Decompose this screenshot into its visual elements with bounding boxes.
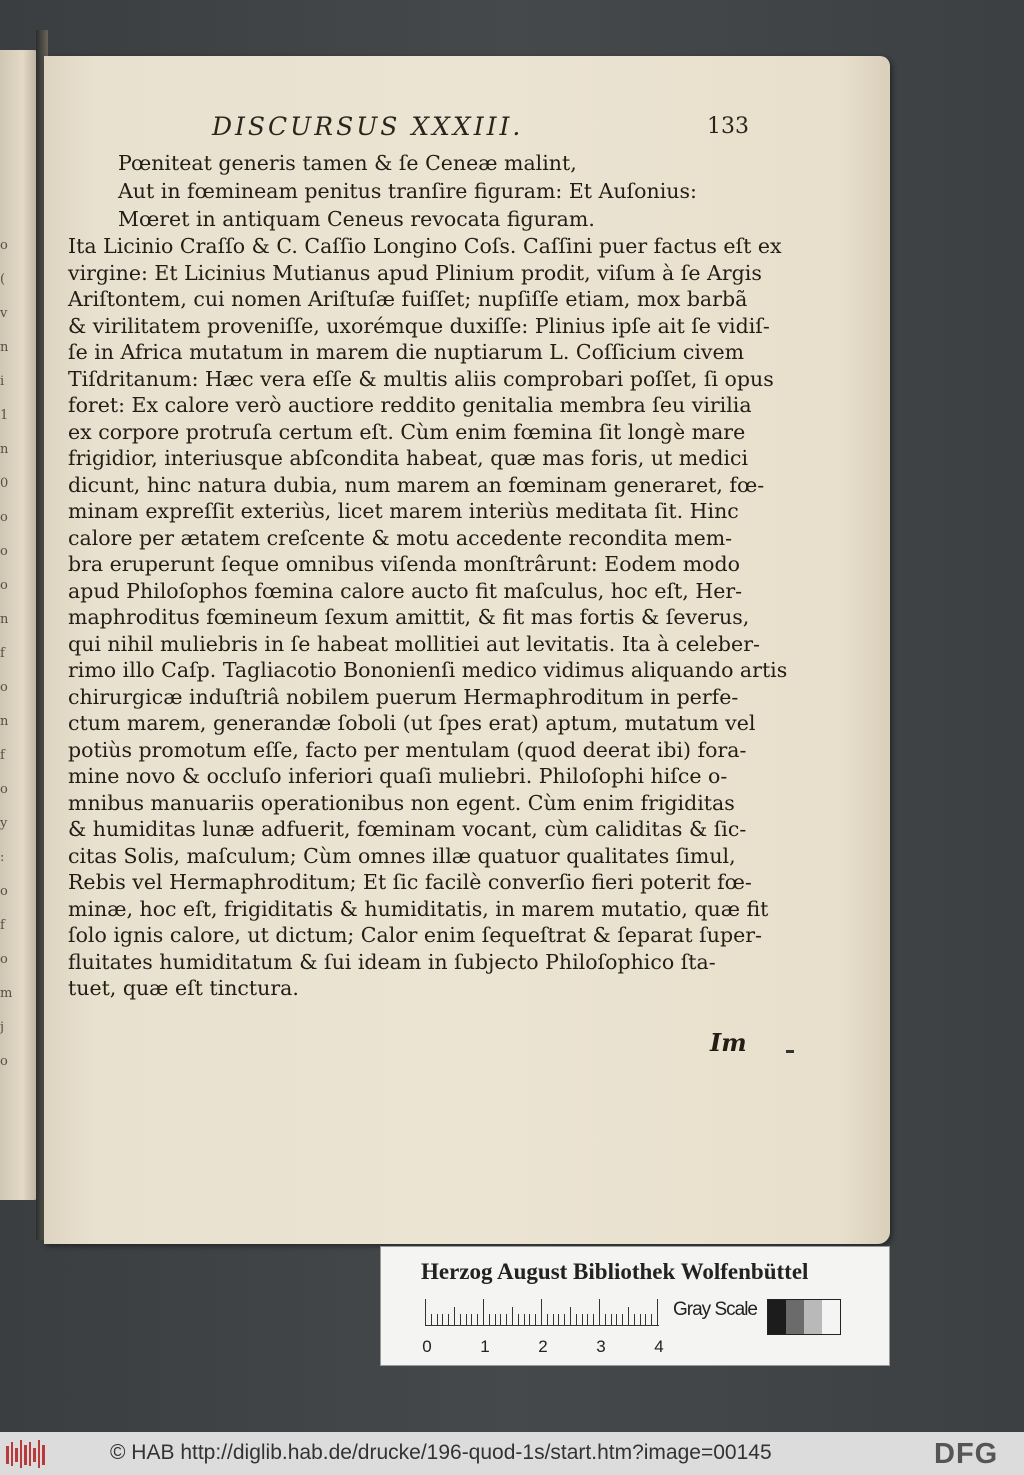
ruler-tick [489,1314,490,1325]
gray-scale-swatches [767,1299,841,1335]
ruler-number: 2 [538,1337,548,1356]
body-line: & humiditas lunæ adfuerit, fœminam vocant, cùm caliditas & ſic- [68,817,747,841]
margin-glyph: o [0,544,8,559]
body-line: ſe in Africa mutatum in marem die nuptiarum L. Coſſicium civem [68,340,745,364]
ruler-tick [640,1314,641,1325]
ruler-tick [454,1307,455,1325]
margin-glyph: n [0,442,9,457]
margin-glyph: f [0,748,5,763]
gray-swatch [768,1300,786,1334]
library-name: Herzog August Bibliothek Wolfenbüttel [421,1259,809,1284]
ruler-tick [477,1314,478,1325]
viewer-footer [0,1432,1024,1475]
margin-glyph: n [0,612,9,627]
ruler-tick [471,1314,472,1325]
margin-glyph: j [0,1020,5,1035]
catchword: Im [710,1028,747,1057]
body-line: qui nihil muliebris in ſe habeat mollitiei aut levitatis. Ita à celeber- [68,631,760,656]
margin-glyph: f [0,918,5,933]
gray-swatch [822,1300,840,1334]
body-line: potiùs promotum eſſe, facto per mentulam (quod deerat ibi) fora- [68,737,747,762]
margin-glyph: o [0,238,8,253]
body-line: mnibus manuariis operationibus non egent. Cùm enim frigiditas [68,790,735,815]
ruler-tick [611,1314,612,1325]
body-line: minam expreſſit exteriùs, licet marem interiùs meditata ſit. Hinc [68,499,739,523]
body-line: foret: Ex calore verò auctiore reddito genitalia membra ſeu virilia [68,393,752,417]
margin-glyph: v [0,306,8,321]
body-line: frigidior, interiusque abſcondita habeat, quæ mas foris, ut medici [68,446,749,470]
body-line: fluitates humiditatum & ſui ideam in ſubjecto Philoſophico ſta- [68,949,716,974]
margin-glyph: n [0,714,9,729]
body-line: maphroditus fœmineum ſexum amittit, & fit mas fortis & ſeverus, [68,605,750,629]
margin-glyph: 0 [0,476,9,491]
margin-glyph: i [0,374,5,389]
body-line: & virilitatem proveniſſe, uxorémque duxiſſe: Plinius ipſe ait ſe vidiſ- [68,313,770,338]
dfg-logo: DFG [934,1438,999,1470]
margin-glyph: f [0,646,5,661]
gray-swatch [786,1300,804,1334]
ruler-tick [628,1307,629,1325]
body-line: ex corpore protruſa certum eſt. Cùm enim fœmina ſit longè mare [68,419,746,444]
gray-swatch [804,1300,822,1334]
ruler-tick [448,1314,449,1325]
scale-ruler [425,1299,659,1326]
margin-glyph: y [0,816,8,831]
body-line: Ita Licinio Craſſo & C. Caſſio Longino Coſs. Caſſini puer factus eſt ex [68,234,782,258]
body-line: ſolo ignis calore, ut dictum; Calor enim ſequeſtrat & ſeparat ſuper- [68,923,762,947]
margin-glyph: o [0,952,8,967]
body-line: Rebis vel Hermaphroditum; Et ſic facilè converſio fieri poterit fœ- [68,870,752,894]
page-number: 133 [707,114,749,139]
body-line: bra eruperunt ſeque omnibus viſenda monſtrârunt: Eodem modo [68,552,740,576]
ruler-tick [564,1314,565,1325]
body-line: apud Philoſophos fœmina calore aucto fit maſculus, hoc eſt, Her- [68,578,743,603]
margin-glyph: o [0,510,8,525]
ruler-tick [529,1314,530,1325]
ruler-tick [547,1314,548,1325]
ruler-tick [593,1314,594,1325]
ruler-tick [570,1307,571,1325]
body-line: rimo illo Caſp. Tagliacotio Bononienſi medico vidimus aliquando artis [68,658,788,682]
ruler-tick [622,1314,623,1325]
ruler-number: 1 [480,1337,490,1356]
margin-glyph: o [0,680,8,695]
body-line: ctum marem, generandæ ſoboli (ut ſpes erat) aptum, mutatum vel [68,711,756,735]
ruler-tick [657,1299,658,1325]
verse-line: Pœniteat generis tamen & ſe Ceneæ malint, [118,151,577,175]
ruler-tick [582,1314,583,1325]
ruler-tick [437,1314,438,1325]
ruler-tick [425,1299,426,1325]
ruler-tick [634,1314,635,1325]
ruler-tick [500,1314,501,1325]
ruler-tick [466,1314,467,1325]
ruler-tick [442,1314,443,1325]
ruler-number: 3 [596,1337,606,1356]
ruler-tick [645,1314,646,1325]
ruler-tick [576,1314,577,1325]
body-line: tuet, quæ eſt tinctura. [68,976,299,1000]
margin-glyph: o [0,782,8,797]
body-line: citas Solis, maſculum; Cùm omnes illæ quatuor qualitates ſimul, [68,843,736,868]
verse-line: Mœret in antiquam Ceneus revocata figuram. [118,207,595,231]
ruler-tick [460,1314,461,1325]
body-line: virgine: Et Licinius Mutianus apud Plinium prodit, viſum à ſe Argis [68,260,762,285]
running-head: DISCURSUS XXXIII. [212,112,524,141]
body-line: Tiſdritanum: Hæc vera eſſe & multis aliis comprobari poſſet, ſi opus [68,366,774,391]
ruler-tick [616,1314,617,1325]
ruler-tick [553,1314,554,1325]
margin-glyph: ( [0,272,6,287]
ruler-number: 0 [422,1337,432,1356]
body-line: Ariſtontem, cui nomen Ariſtuſæ fuiſſet; nupſiſſe etiam, mox barbã [68,287,748,311]
ruler-tick [651,1314,652,1325]
ruler-tick [605,1314,606,1325]
ruler-tick [524,1314,525,1325]
verse-line: Aut in fœmineam penitus tranſire figuram: Et Auſonius: [118,179,697,203]
body-line: minæ, hoc eſt, frigiditatis & humiditatis, in marem mutatio, quæ fit [68,896,769,921]
ruler-tick [599,1299,600,1325]
library-color-card [380,1246,890,1366]
margin-glyph: 1 [0,408,9,423]
stray-ink-mark [786,1050,794,1053]
ruler-tick [587,1314,588,1325]
body-line: mine novo & occluſo inferiori quaſi muliebri. Philoſophi hiſce o- [68,764,728,788]
barcode-icon [6,1440,48,1468]
margin-glyph: n [0,340,9,355]
margin-glyph: o [0,1054,8,1069]
ruler-tick [558,1314,559,1325]
ruler-tick [535,1314,536,1325]
body-line: chirurgicæ induſtriâ nobilem puerum Hermaphroditum in perfe- [68,684,739,709]
ruler-tick [506,1314,507,1325]
ruler-tick [483,1299,484,1325]
margin-glyph: : [0,850,5,865]
ruler-tick [541,1299,542,1325]
ruler-number: 4 [654,1337,664,1356]
ruler-tick [431,1314,432,1325]
margin-glyph: m [0,986,13,1001]
gray-scale-label: Gray Scale [673,1299,757,1320]
body-line: dicunt, hinc natura dubia, num marem an fœminam generaret, fœ- [68,472,765,497]
ruler-tick [512,1307,513,1325]
previous-page-edge [0,50,38,1200]
margin-glyph: o [0,884,8,899]
copyright-url[interactable]: © HAB http://diglib.hab.de/drucke/196-quod-1s/start.htm?image=00145 [110,1441,772,1464]
margin-glyph: o [0,578,8,593]
body-line: calore per ætatem creſcente & motu accedente recondita mem- [68,525,733,550]
ruler-tick [495,1314,496,1325]
ruler-tick [518,1314,519,1325]
